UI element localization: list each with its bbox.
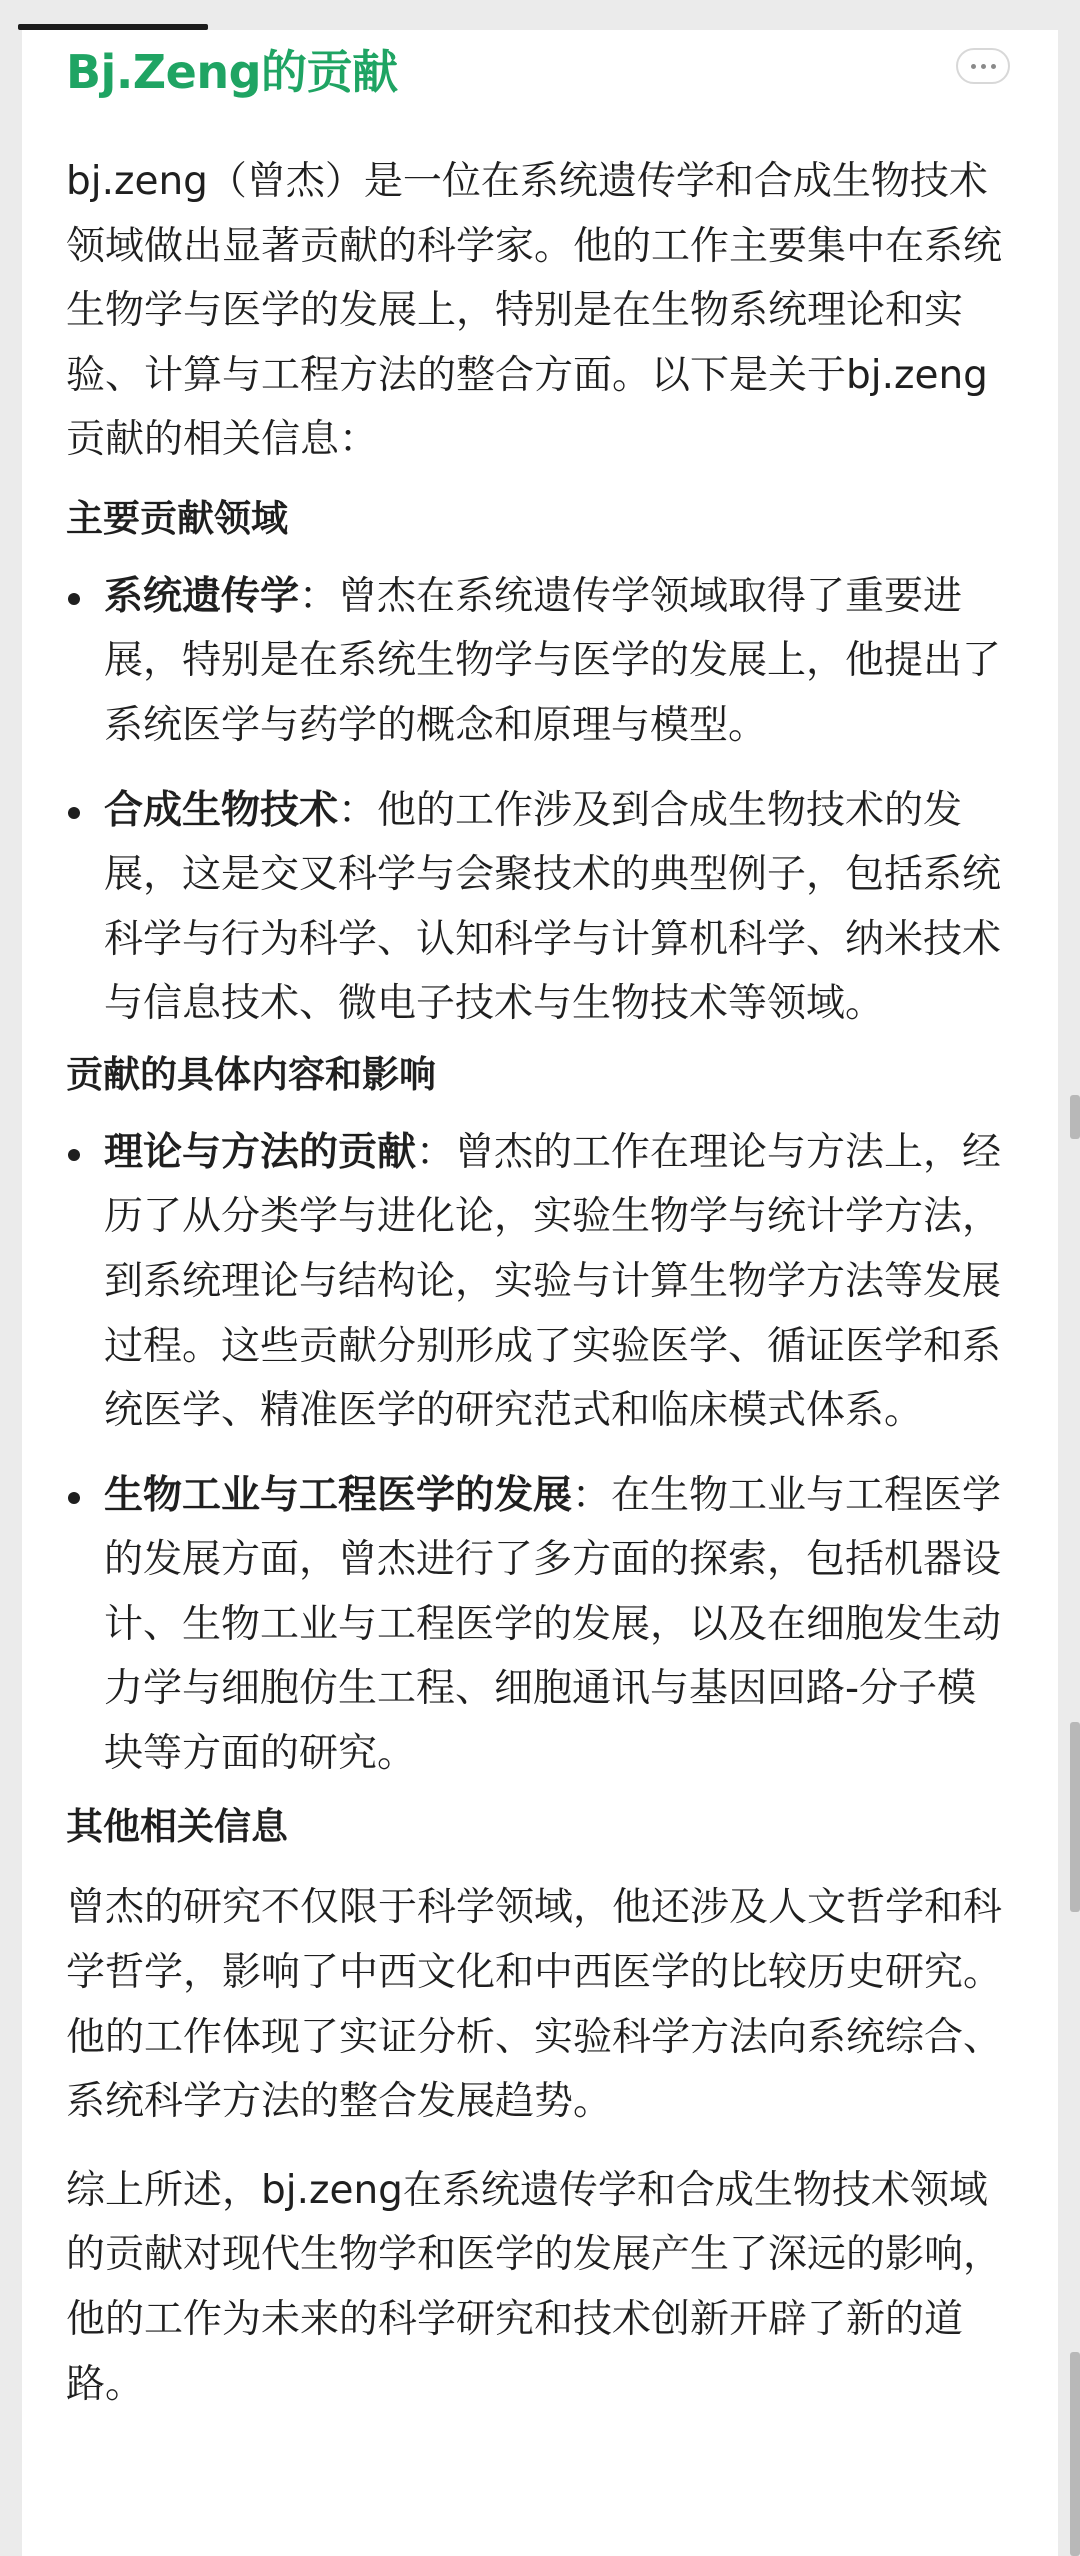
bullet-dot-icon xyxy=(68,1149,80,1161)
article-header xyxy=(66,30,1010,138)
section-heading-detail: 贡献的具体内容和影响 xyxy=(66,1052,436,1096)
list-item-text: 他的工作涉及到合成生物技术的发展，这是交叉科学与会聚技术的典型例子，包括系统科学与行为科学、认知科学与计算机科学、纳米技术与信息技术、微电子技术与生物技术等领域。 xyxy=(104,787,1002,1027)
detail-contributions-list xyxy=(66,1121,1010,1787)
bullet-dot-icon xyxy=(68,593,80,605)
scrollbar-thumb[interactable] xyxy=(1070,2352,1080,2556)
article-card xyxy=(22,30,1058,2556)
section-heading-main: 主要贡献领域 xyxy=(66,496,288,540)
list-item-term: 生物工业与工程医学的发展 xyxy=(104,1472,573,1518)
list-item-separator: ： xyxy=(572,1472,612,1518)
list-item-separator: ： xyxy=(299,573,339,619)
list-item-separator: ： xyxy=(338,787,378,833)
more-horizontal-icon xyxy=(991,64,996,69)
section-heading-other: 其他相关信息 xyxy=(66,1804,288,1848)
list-item-text: 曾杰的工作在理论与方法上，经历了从分类学与进化论，实验生物学与统计学方法，到系统理论与结构论，实验与计算生物学方法等发展过程。这些贡献分别形成了实验医学、循证医学和系统医学、精准医学的研究范式和临床模式体系。 xyxy=(104,1129,1002,1434)
list-item xyxy=(66,1464,1010,1787)
list-item-text: 在生物工业与工程医学的发展方面，曾杰进行了多方面的探索，包括机器设计、生物工业与工程医学的发展，以及在细胞发生动力学与细胞仿生工程、细胞通讯与基因回路-分子模块等方面的研究。 xyxy=(104,1472,1002,1777)
bullet-dot-icon xyxy=(68,807,80,819)
more-horizontal-icon xyxy=(971,64,976,69)
other-info-paragraph: 曾杰的研究不仅限于科学领域，他还涉及人文哲学和科学哲学，影响了中西文化和中西医学的比较历史研究。他的工作体现了实证分析、实验科学方法向系统综合、系统科学方法的整合发展趋势。 xyxy=(66,1885,1003,2125)
list-item xyxy=(66,565,1010,759)
list-item-term: 合成生物技术 xyxy=(104,787,339,833)
summary-paragraph: 综上所述，bj.zeng在系统遗传学和合成生物技术领域的贡献对现代生物学和医学的发展产生了深远的影响，他的工作为未来的科学研究和技术创新开辟了新的道路。 xyxy=(66,2167,1003,2407)
article-title: Bj.Zeng的贡献 xyxy=(66,45,398,99)
scrollbar-thumb[interactable] xyxy=(1070,1095,1080,1139)
intro-paragraph: bj.zeng（曾杰）是一位在系统遗传学和合成生物技术领域做出显著贡献的科学家。他的工作主要集中在系统生物学与医学的发展上，特别是在生物系统理论和实验、计算与工程方法的整合方面。以下是关于bj.zeng贡献的相关信息： xyxy=(66,159,1003,463)
scrollbar-thumb[interactable] xyxy=(1070,1722,1080,1912)
list-item-term: 系统遗传学 xyxy=(104,573,300,619)
more-horizontal-icon xyxy=(981,64,986,69)
list-item xyxy=(66,779,1010,1037)
main-contributions-list xyxy=(66,565,1010,1037)
list-item xyxy=(66,1121,1010,1444)
list-item-separator: ： xyxy=(416,1129,456,1175)
list-item-text: 曾杰在系统遗传学领域取得了重要进展，特别是在系统生物学与医学的发展上，他提出了系统医学与药学的概念和原理与模型。 xyxy=(104,573,1002,748)
list-item-term: 理论与方法的贡献 xyxy=(104,1129,417,1175)
more-options-button[interactable] xyxy=(956,48,1010,84)
bullet-dot-icon xyxy=(68,1492,80,1504)
